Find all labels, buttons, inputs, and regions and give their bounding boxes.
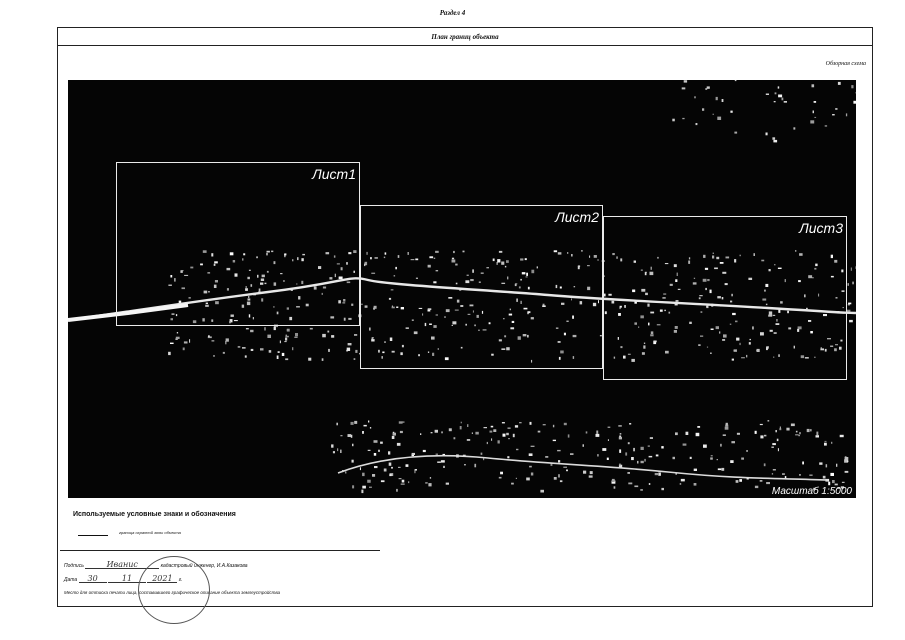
plan-sheet (57, 27, 873, 607)
plan-title: План границ объекта (58, 28, 872, 46)
sheet-frame-1-label: Лист1 (312, 166, 356, 182)
sign-label: Подпись (64, 563, 84, 569)
sheet-frame-2[interactable] (360, 205, 603, 369)
year-suffix: г. (178, 577, 183, 583)
date-day-blank[interactable] (79, 574, 107, 583)
sheet-frame-2-label: Лист2 (555, 209, 599, 225)
legend-title: Используемые условные знаки и обозначения (73, 511, 236, 518)
stamp-circle (138, 556, 210, 624)
date-year: 2021 (152, 574, 173, 583)
date-label: Дата (64, 577, 78, 583)
sheet-frame-3[interactable] (603, 216, 847, 380)
satellite-map[interactable] (68, 80, 856, 498)
legend-separator (60, 550, 380, 551)
section-title: Раздел 4 (439, 9, 466, 17)
overview-label: Обзорная схема (825, 61, 866, 67)
handwritten-signature: Иванис (106, 560, 138, 569)
engineer-role: кадастровый инженер, И.А.Казакова (160, 563, 248, 569)
legend-item-text: граница охранной зоны объекта (119, 530, 181, 535)
sheet-frame-1[interactable] (116, 162, 360, 326)
date-month: 11 (121, 574, 133, 583)
road-south (338, 456, 828, 480)
scale-label: Масштаб 1:5000 (771, 486, 852, 497)
legend-boundary-line (78, 535, 108, 536)
sheet-frame-3-label: Лист3 (799, 220, 843, 236)
stamp-note: Место для оттиска печати лица, составившего графическое описание объекта землеустройства (64, 590, 281, 595)
date-day: 30 (87, 574, 98, 583)
